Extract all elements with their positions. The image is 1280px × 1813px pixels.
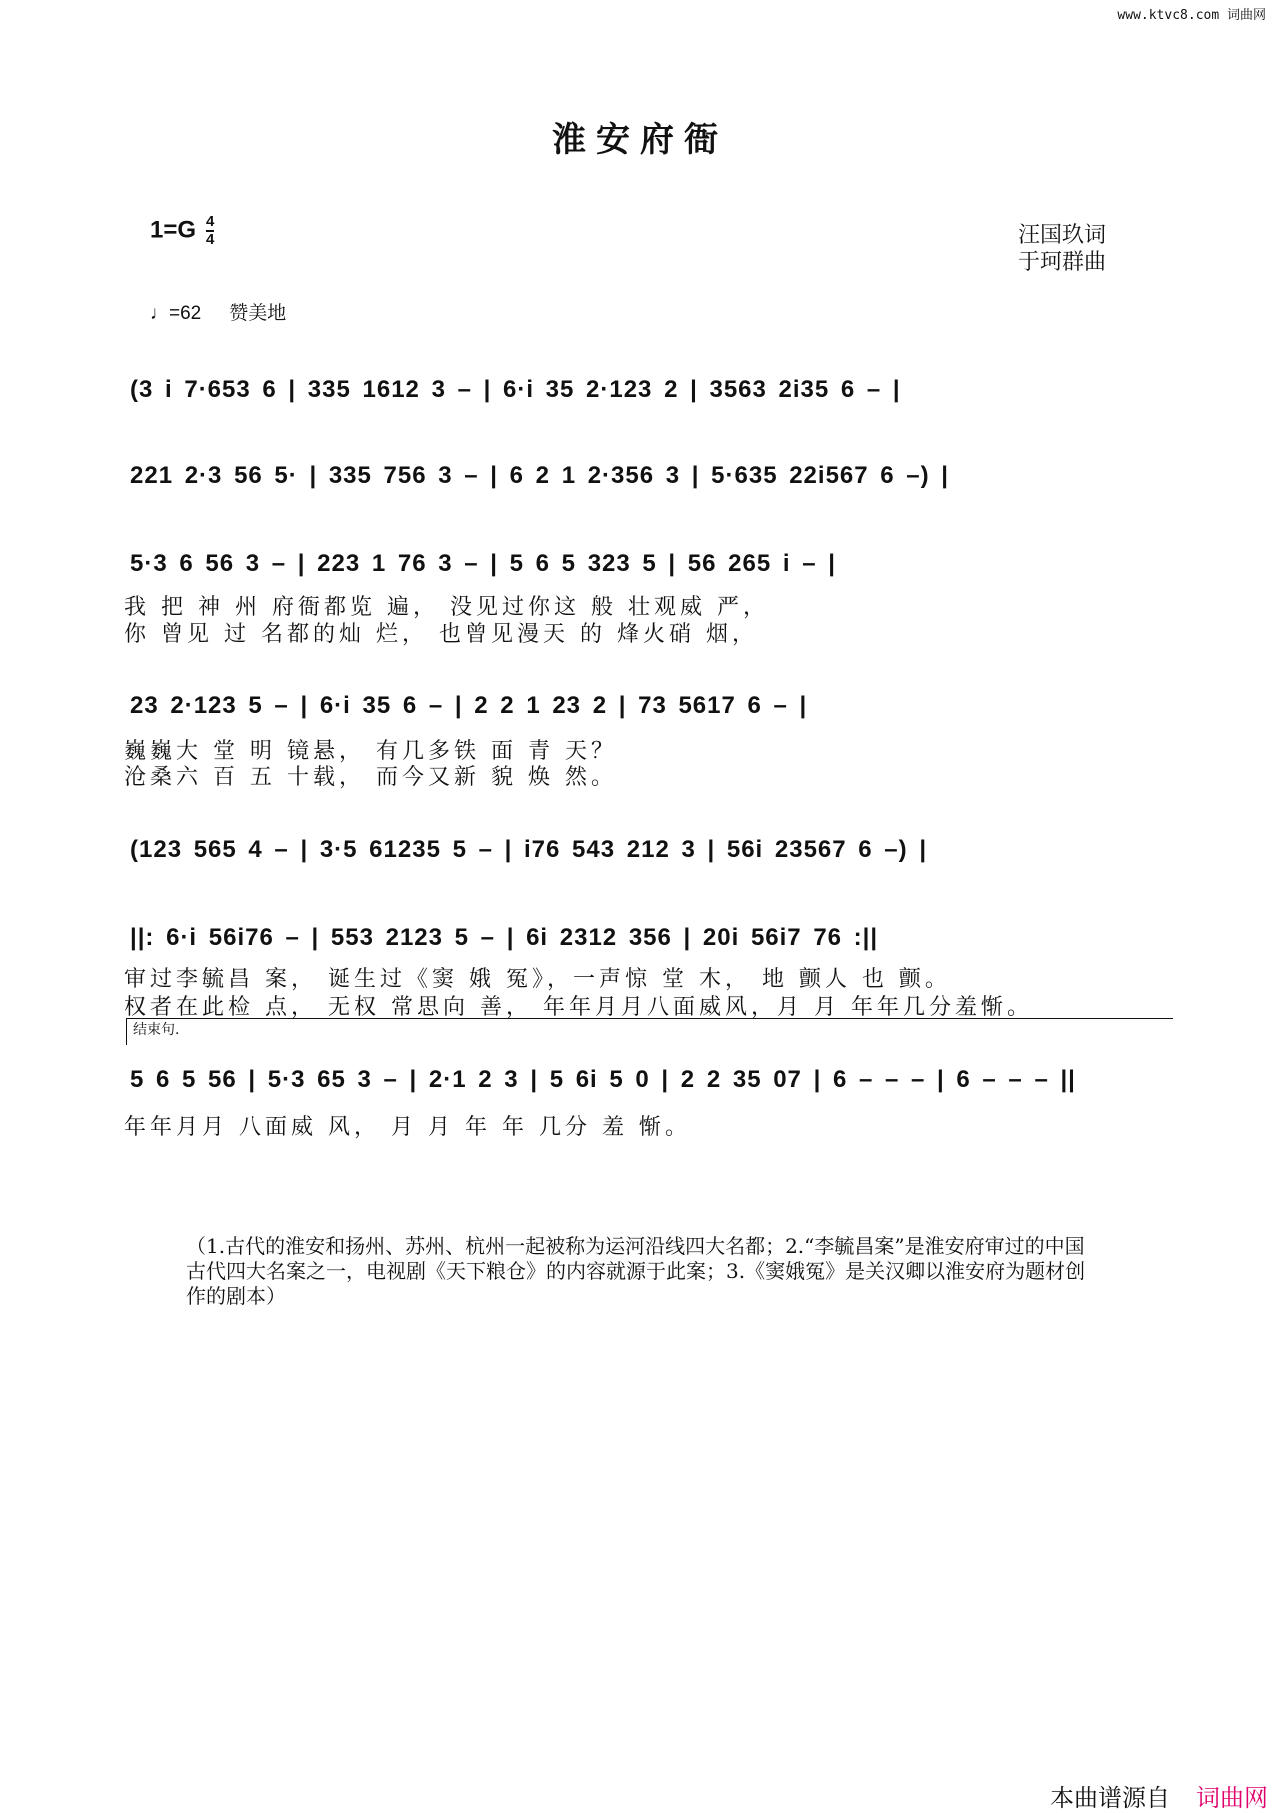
lyric-line: 巍巍大 堂 明 镜悬， 有几多铁 面 青 天？ — [124, 739, 617, 764]
song-title: 淮安府衙 — [552, 120, 728, 160]
watermark: www.ktvc8.com 词曲网 — [1117, 8, 1266, 23]
key-label: 1=G — [150, 216, 197, 244]
lyric-line: 你 曾见 过 名都的灿 烂， 也曾见漫天 的 烽火硝 烟， — [124, 622, 758, 647]
tempo-value: ♩=62 — [150, 303, 202, 324]
notation-line: 5·3 6 56 3 – | 223 1 76 3 – | 5 6 5 323 5 | 56 265 i – | — [130, 550, 836, 577]
expression-mark: 赞美地 — [229, 303, 287, 324]
time-signature — [206, 214, 214, 248]
footer-site-link[interactable]: 词曲网 — [1196, 1785, 1268, 1812]
lyricist: 汪国玖词 — [1018, 223, 1107, 248]
lyric-line: 权者在此检 点， 无权 常思向 善， 年年月月八面威风，月 月 年年几分羞惭。 — [124, 995, 1033, 1020]
time-bottom: 4 — [206, 231, 215, 248]
notation-line: 5 6 5 56 | 5·3 65 3 – | 2·1 2 3 | 5 6i 5 0 | 2 2 35 07 | 6 – – – | 6 – – – || — [130, 1066, 1076, 1093]
key-signature — [150, 214, 214, 248]
footer-source: 本曲谱源自 — [1050, 1785, 1170, 1812]
notation-line: (123 565 4 – | 3·5 61235 5 – | i76 543 212 3 | 56i 23567 6 –) | — [130, 836, 928, 863]
footnote: （1.古代的淮安和扬州、苏州、杭州一起被称为运河沿线四大名都；2.“李毓昌案”是淮安府审过的中国古代四大名案之一，电视剧《天下粮仓》的内容就源于此案；3.《窦娥冤》是关汉卿以淮安府为题材创作的剧本） — [186, 1234, 1086, 1308]
lyric-line: 我 把 神 州 府衙都览 遍， 没见过你这 般 壮观威 严， — [124, 595, 769, 620]
composer: 于珂群曲 — [1018, 250, 1107, 275]
notation-line: ||: 6·i 56i76 – | 553 2123 5 – | 6i 2312 356 | 20i 56i7 76 :|| — [130, 924, 879, 951]
notation-line: 221 2·3 56 5· | 335 756 3 – | 6 2 1 2·356 3 | 5·635 22i567 6 –) | — [130, 462, 950, 489]
ending-bracket — [126, 1018, 1173, 1045]
tempo-marking — [150, 298, 286, 325]
time-top: 4 — [206, 213, 215, 230]
notation-line: 23 2·123 5 – | 6·i 35 6 – | 2 2 1 23 2 | 73 5617 6 – | — [130, 692, 808, 719]
lyric-line: 沧桑六 百 五 十载， 而今又新 貌 焕 然。 — [124, 765, 617, 790]
credits — [1018, 222, 1106, 276]
lyric-line: 年年月月 八面威 风， 月 月 年 年 几分 羞 惭。 — [124, 1115, 691, 1140]
lyric-line: 审过李毓昌 案， 诞生过《窦 娥 冤》，一声惊 堂 木， 地 颤人 也 颤。 — [124, 967, 951, 992]
notation-line: (3 i 7·653 6 | 335 1612 3 – | 6·i 35 2·123 2 | 3563 2i35 6 – | — [130, 376, 901, 403]
ending-label: 结束句. — [133, 1022, 180, 1038]
